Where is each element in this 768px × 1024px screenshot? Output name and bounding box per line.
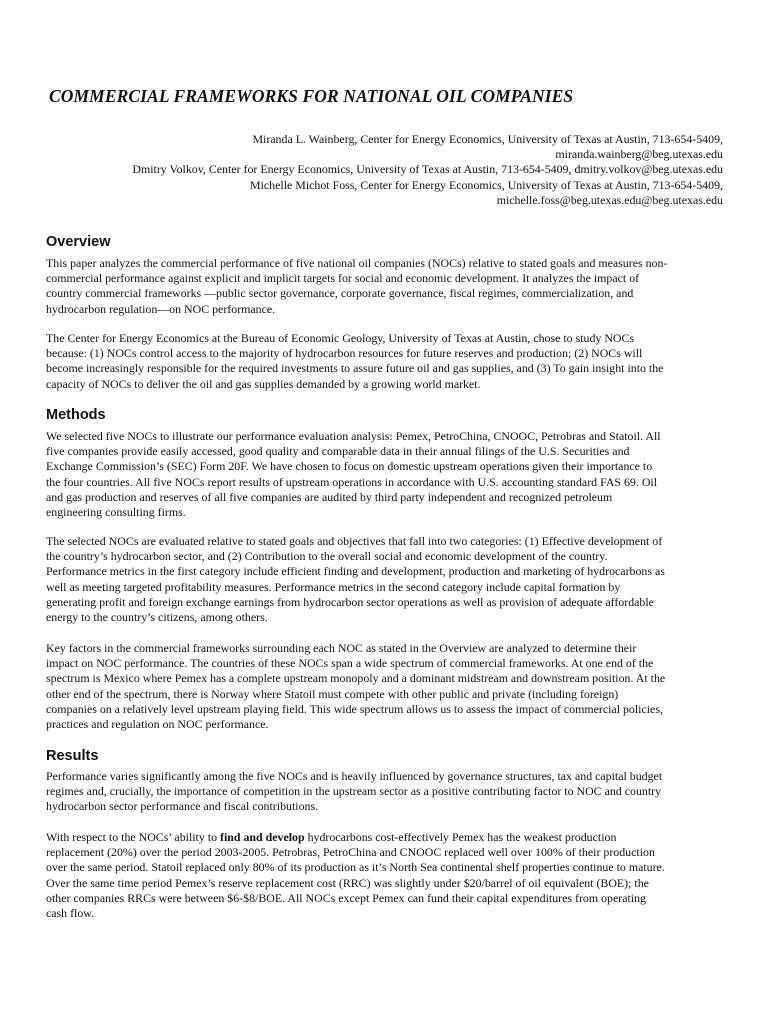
text-line: other end of the spectrum, there is Norway where Statoil must compete with other public and private (including foreign) xyxy=(46,686,619,701)
text-line: engineering consulting firms. xyxy=(46,505,186,520)
overview-paragraph-2 xyxy=(46,331,718,392)
section-heading-overview: Overview xyxy=(46,234,111,250)
text-line: Key factors in the commercial frameworks surrounding each NOC as stated in the Overview are analyzed to determine their xyxy=(46,641,637,655)
text-line: the country’s hydrocarbon sector, and (2) Contribution to the overall social and economic development of the country. xyxy=(46,549,608,564)
text-line: cash flow. xyxy=(46,906,95,921)
results-paragraph-1 xyxy=(46,769,718,815)
section-heading-methods: Methods xyxy=(46,407,106,423)
text-line: The Center for Energy Economics at the Bureau of Economic Geology, University of Texas at Austin, chose to study NOCs xyxy=(46,331,635,345)
bold-phrase: find and develop xyxy=(220,830,305,844)
overview-paragraph-1 xyxy=(46,256,718,317)
text-line: and gas production and reserves of all five companies are audited by third party independent and recognized petroleum xyxy=(46,489,613,504)
methods-paragraph-3 xyxy=(46,641,718,732)
paper-title: COMMERCIAL FRAMEWORKS FOR NATIONAL OIL COMPANIES xyxy=(49,86,574,106)
text-line: The selected NOCs are evaluated relative to stated goals and objectives that fall into two categories: (1) Effective development of xyxy=(46,534,663,548)
text-line: capacity of NOCs to deliver the oil and gas supplies demanded by a growing world market. xyxy=(46,376,481,391)
text-line: country commercial frameworks —public sector governance, corporate governance, fiscal regimes, commercialization, and xyxy=(46,286,634,301)
results-paragraph-2 xyxy=(46,830,718,921)
text-line: the four countries. All five NOCs report results of upstream operations in accordance with U.S. accounting standard FAS 69. Oil xyxy=(46,474,658,489)
text-line: commercial performance against explicit and implicit targets for social and economic development. It analyzes the impact of xyxy=(46,271,640,286)
text-line: because: (1) NOCs control access to the majority of hydrocarbon resources for future reserves and production; (2) NOCs will xyxy=(46,346,643,361)
methods-paragraph-2 xyxy=(46,534,718,625)
text-line: energy to the country’s citizens, among others. xyxy=(46,610,268,625)
text-line: regimes and, crucially, the importance of competition in the upstream sector as a positive contributing factor to NOC and country xyxy=(46,784,662,799)
author-line: Dmitry Volkov, Center for Energy Economics, University of Texas at Austin, 713-654-5409, dmitry.volkov@beg.utexas.edu xyxy=(132,162,723,177)
author-line: Michelle Michot Foss, Center for Energy Economics, University of Texas at Austin, 713-654-5409, xyxy=(250,177,723,192)
text-line: replacement (20%) over the period 2003-2005. Petrobras, PetroChina and CNOOC replaced well over 100% of their production xyxy=(46,845,655,860)
text-line xyxy=(46,830,718,845)
text-line: well as meeting targeted profitability measures. Performance metrics in the second category include capital formation by xyxy=(46,579,621,594)
author-email: michelle.foss@beg.utexas.edu@beg.utexas.edu xyxy=(496,192,723,207)
author-block xyxy=(23,132,723,208)
text-run: With respect to the NOCs’ ability to xyxy=(46,830,220,844)
text-line: We selected five NOCs to illustrate our performance evaluation analysis: Pemex, PetroChina, CNOOC, Petrobras and Statoil. All xyxy=(46,429,661,443)
text-line: other companies RRCs were between $6-$8/BOE. All NOCs except Pemex can fund their capital expenditures from operating xyxy=(46,890,646,905)
text-line: spectrum is Mexico where Pemex has a complete upstream monopoly and a dominant midstream and downstream position. At the xyxy=(46,671,666,686)
author-line: Miranda L. Wainberg, Center for Energy Economics, University of Texas at Austin, 713-654-5409, xyxy=(252,132,723,146)
text-line: Over the same time period Pemex’s reserve replacement cost (RRC) was slightly under $20/barrel of oil equivalent (BOE); the xyxy=(46,875,649,890)
text-line: become increasingly responsible for the required investments to assure future oil and gas supplies, and (3) To gain insight into the xyxy=(46,361,664,376)
text-line: practices and regulation on NOC performance. xyxy=(46,717,269,732)
author-email: miranda.wainberg@beg.utexas.edu xyxy=(555,147,723,162)
text-line: Performance metrics in the first category include efficient finding and development, production and marketing of hydrocarbons as xyxy=(46,564,665,579)
text-run: hydrocarbons cost-effectively Pemex has the weakest production xyxy=(304,830,617,844)
text-line: companies on a relatively level upstream playing field. This wide spectrum allows us to assess the impact of commercial policies, xyxy=(46,701,663,716)
text-line: hydrocarbon regulation—on NOC performance. xyxy=(46,301,276,316)
text-line: impact on NOC performance. The countries of these NOCs span a wide spectrum of commercial frameworks. At one end of the xyxy=(46,656,654,671)
methods-paragraph-1 xyxy=(46,429,718,520)
text-line: hydrocarbon sector performance and fiscal contributions. xyxy=(46,799,319,814)
text-line: over the same period. Statoil replaced only 80% of its production as it’s North Sea continental shelf properties continue to mature. xyxy=(46,860,665,875)
text-line: This paper analyzes the commercial performance of five national oil companies (NOCs) relative to stated goals and measures non- xyxy=(46,256,668,270)
text-line: generating profit and foreign exchange earnings from hydrocarbon sector operations as well as provision of adequate affordable xyxy=(46,594,654,609)
text-line: Exchange Commission’s (SEC) Form 20F. We have chosen to focus on domestic upstream operations given their importance to xyxy=(46,459,653,474)
text-line: Performance varies significantly among the five NOCs and is heavily influenced by governance structures, tax and capital budget xyxy=(46,769,663,783)
text-line: five companies provide easily accessed, good quality and comparable data in their annual filings of the U.S. Securities and xyxy=(46,444,630,459)
section-heading-results: Results xyxy=(46,748,99,764)
